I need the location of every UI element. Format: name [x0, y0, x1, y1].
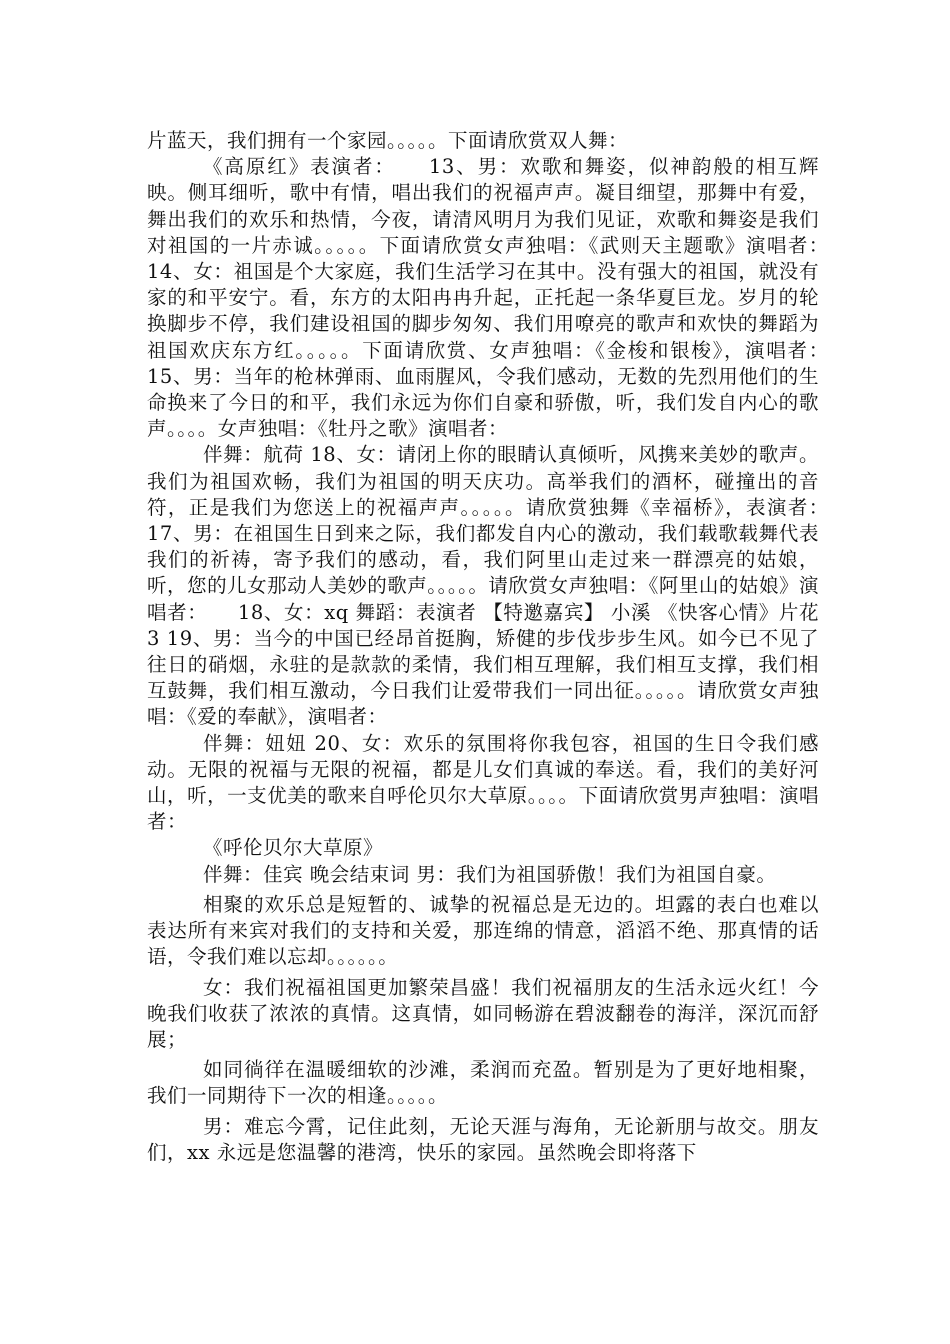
paragraph-program-20: 伴舞：妞妞 20、女：欢乐的氛围将你我包容，祖国的生日令我们感动。无限的祝福与无限的祝福，都是儿女们真诚的奉送。看，我们的美好河山，听，一支优美的歌来自呼伦贝尔大草原。。。。下面请欣赏男声独唱：演唱者： — [147, 731, 819, 834]
paragraph-program-16-19: 伴舞：航荷 18、女：请闭上你的眼睛认真倾听，风携来美妙的歌声。我们为祖国欢畅，我们为祖国的明天庆功。高举我们的酒杯，碰撞出的音符，正是我们为您送上的祝福声声。。。。。请欣赏独舞《幸福桥》，表演者： 17、男：在祖国生日到来之际，我们都发自内心的激动，我们载歌载舞代表我们的祈祷，寄予我们的感动，看，我们阿里山走过来一群漂亮的姑娘，听，您的儿女那动人美妙的歌声。。。。。请欣赏女声独唱：《阿里山的姑娘》演唱者： 18、女：xq 舞蹈：表演者 【特邀嘉宾】 小溪 《快客心情》片花 3 19、男：当今的中国已经昂首挺胸，矫健的步伐步步生风。如今已不见了往日的硝烟，永驻的是款款的柔情，我们相互理解，我们相互支撑，我们相互鼓舞，我们相互激动，今日我们让爱带我们一同出征。。。。。请欣赏女声独唱：《爱的奉献》，演唱者： — [147, 443, 860, 729]
paragraph-song-title: 《呼伦贝尔大草原》 — [203, 836, 384, 860]
document-body — [147, 128, 860, 1166]
paragraph-program-13-15: 《高原红》表演者： 13、男：欢歌和舞姿，似神韵般的相互辉映。侧耳细听，歌中有情，唱出我们的祝福声声。凝目细望，那舞中有爱，舞出我们的欢乐和热情，今夜，请清风明月为我们见证，欢歌和舞姿是我们对祖国的一片赤诚。。。。。下面请欣赏女声独唱：《武则天主题歌》演唱者： 14、女：祖国是个大家庭，我们生活学习在其中。没有强大的祖国，就没有家的和平安宁。看，东方的太阳冉冉升起，正托起一条华夏巨龙。岁月的轮换脚步不停，我们建设祖国的脚步匆匆、我们用嘹亮的歌声和欢快的舞蹈为祖国欢庆东方红。。。。。下面请欣赏、女声独唱：《金梭和银梭》，演唱者： 15、男：当年的枪林弹雨、血雨腥风，令我们感动，无数的先烈用他们的生命换来了今日的和平，我们永远为你们自豪和骄傲，听，我们发自内心的歌声。。。。女声独唱：《牡丹之歌》演唱者： — [147, 155, 860, 441]
paragraph-intro: 片蓝天，我们拥有一个家园。。。。。下面请欣赏双人舞： — [147, 129, 629, 152]
paragraph-male-closing: 男：难忘今霄，记住此刻，无论天涯与海角，无论新朋与故交。朋友们，xx 永远是您温馨的港湾，快乐的家园。虽然晚会即将落下 — [147, 1114, 819, 1164]
paragraph-closing-reflection: 相聚的欢乐总是短暂的、诚挚的祝福总是无边的。坦露的表白也难以表达所有来宾对我们的支持和关爱，那连绵的情意，滔滔不绝、那真情的话语，令我们难以忘却。。。。。。 — [147, 892, 819, 969]
paragraph-farewell: 如同徜徉在温暖细软的沙滩，柔润而充盈。暂别是为了更好地相聚，我们一同期待下一次的相逢。。。。。 — [147, 1058, 819, 1108]
paragraph-female-blessing: 女：我们祝福祖国更加繁荣昌盛！我们祝福朋友的生活永远火红！今晚我们收获了浓浓的真情。这真情，如同畅游在碧波翻卷的海洋，深沉而舒展； — [147, 975, 819, 1051]
paragraph-closing-start: 伴舞：佳宾 晚会结束词 男：我们为祖国骄傲！我们为祖国自豪。 — [203, 862, 777, 886]
